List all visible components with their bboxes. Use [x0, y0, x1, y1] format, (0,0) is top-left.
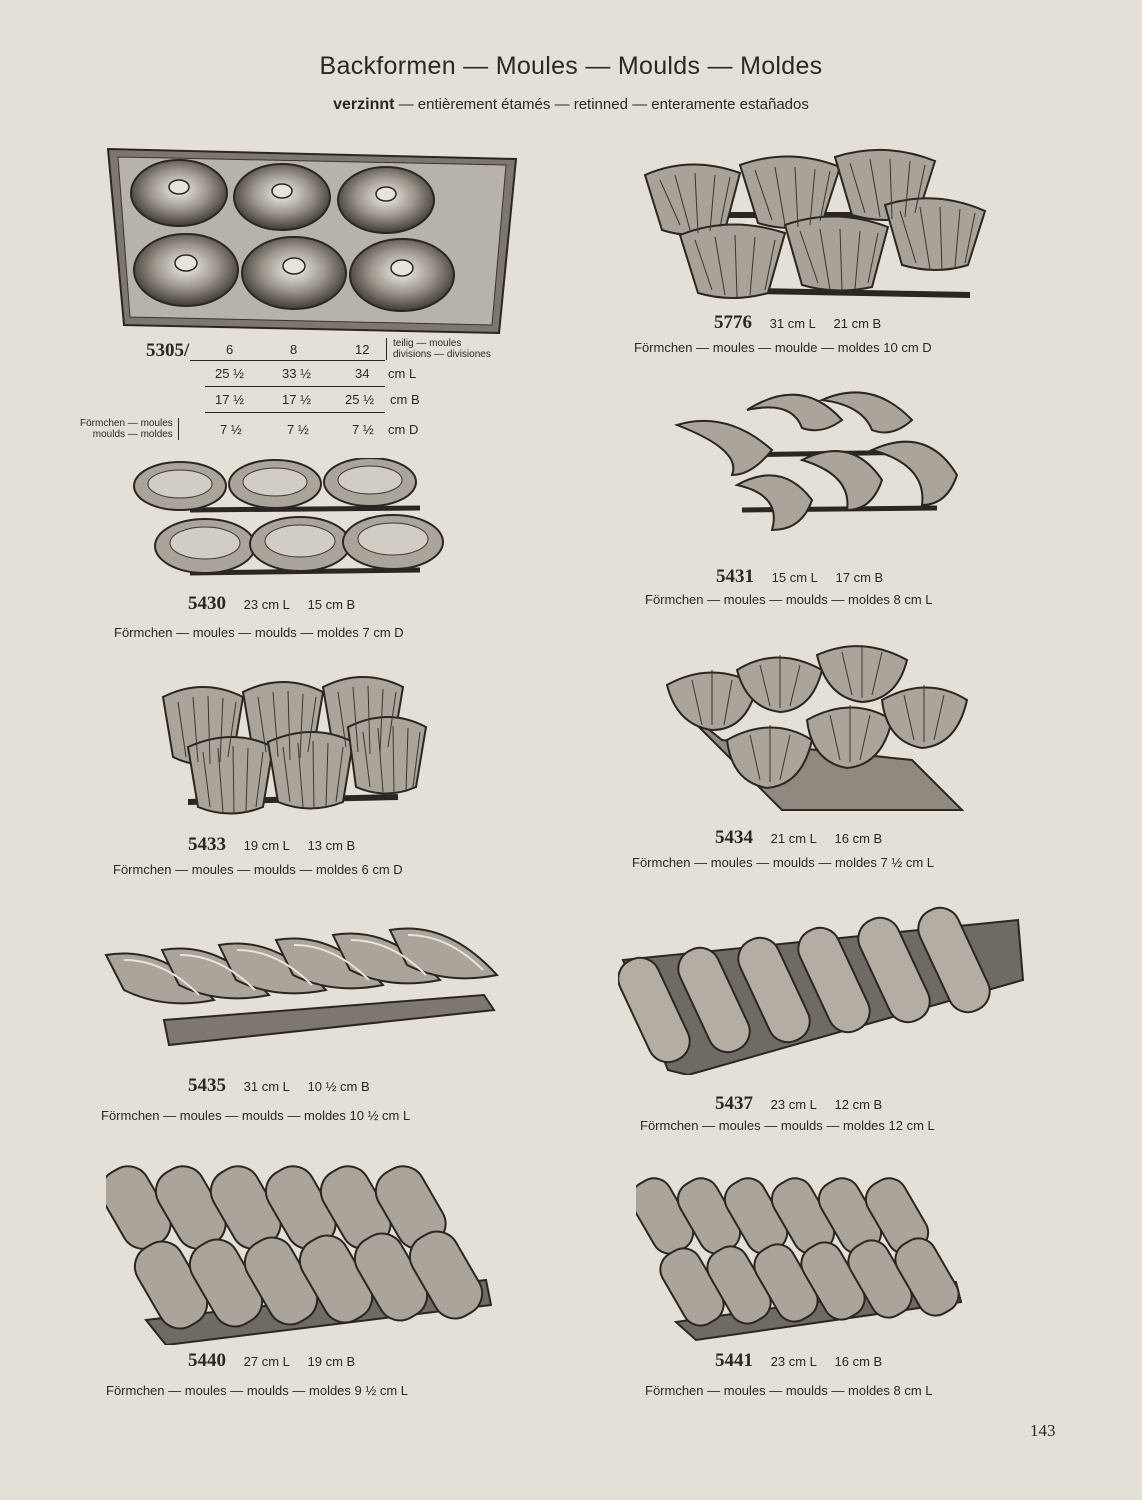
divisions-label — [386, 338, 491, 360]
illustration-5776 — [640, 145, 990, 305]
length-5441: 23 cm L — [770, 1354, 817, 1369]
spec-5433 — [188, 834, 369, 856]
product-number-5440: 5440 — [188, 1350, 226, 1371]
product-number-5441: 5441 — [715, 1350, 753, 1371]
product-number-5433: 5433 — [188, 834, 226, 855]
length-5434: 21 cm L — [770, 831, 817, 846]
diameter-row — [205, 418, 385, 440]
product-number-5431: 5431 — [716, 566, 754, 587]
diameter-12: 7 ½ — [352, 422, 374, 437]
length-5430: 23 cm L — [243, 597, 290, 612]
division-8: 8 — [290, 342, 298, 357]
width-8: 17 ½ — [282, 392, 311, 407]
desc-5431: Förmchen — moules — moulds — moldes 8 cm L — [645, 592, 933, 607]
spec-5776 — [714, 312, 895, 334]
length-8: 33 ½ — [282, 366, 311, 381]
width-12: 25 ½ — [345, 392, 374, 407]
desc-5437: Förmchen — moules — moulds — moldes 12 cm L — [640, 1118, 935, 1133]
row-label-line2: moulds — moldes — [92, 429, 173, 440]
width-5776: 21 cm B — [833, 316, 882, 331]
desc-5433: Förmchen — moules — moulds — moldes 6 cm D — [113, 862, 403, 877]
length-5431: 15 cm L — [771, 570, 818, 585]
division-6: 6 — [226, 342, 234, 357]
spec-5437 — [715, 1093, 896, 1115]
divisions-label-line1: teilig — moules — [393, 338, 462, 349]
spec-5430 — [188, 593, 369, 615]
width-row — [205, 390, 385, 413]
length-5435: 31 cm L — [243, 1079, 290, 1094]
width-5441: 16 cm B — [834, 1354, 883, 1369]
length-5776: 31 cm L — [769, 316, 816, 331]
illustration-5440 — [106, 1160, 496, 1345]
product-number-5305: 5305/ — [146, 340, 190, 361]
illustration-5431 — [672, 380, 972, 555]
product-number-5430: 5430 — [188, 593, 226, 614]
width-5433: 13 cm B — [307, 838, 356, 853]
length-5440: 27 cm L — [243, 1354, 290, 1369]
desc-5440: Förmchen — moules — moulds — moldes 9 ½ cm L — [106, 1383, 408, 1398]
subtitle-rest: — entièrement étamés — retinned — enteramente estañados — [394, 96, 809, 113]
length-unit: cm L — [388, 366, 417, 381]
diameter-unit: cm D — [388, 422, 419, 437]
width-5440: 19 cm B — [307, 1354, 356, 1369]
desc-5430: Förmchen — moules — moulds — moldes 7 cm D — [114, 625, 404, 640]
spec-5434 — [715, 827, 896, 849]
diameter-8: 7 ½ — [287, 422, 309, 437]
product-number-5435: 5435 — [188, 1075, 226, 1096]
spec-5440 — [188, 1350, 369, 1372]
desc-5435: Förmchen — moules — moulds — moldes 10 ½ cm L — [101, 1108, 411, 1123]
diameter-row-label — [80, 418, 179, 440]
width-unit: cm B — [390, 392, 420, 407]
illustration-5437 — [618, 905, 1028, 1075]
illustration-5441 — [636, 1172, 966, 1342]
spec-5435 — [188, 1075, 384, 1097]
page-number: 143 — [1030, 1421, 1056, 1440]
length-5437: 23 cm L — [770, 1097, 817, 1112]
illustration-5305 — [104, 145, 524, 335]
product-number-5776: 5776 — [714, 312, 752, 333]
illustration-5430 — [130, 458, 450, 583]
desc-5441: Förmchen — moules — moulds — moldes 8 cm L — [645, 1383, 933, 1398]
spec-5441 — [715, 1350, 896, 1372]
length-12: 34 — [355, 366, 370, 381]
illustration-5435 — [104, 925, 504, 1055]
page-title: Backformen — Moules — Moulds — Moldes — [319, 52, 823, 80]
divisions-label-line2: divisions — divisiones — [393, 349, 491, 360]
width-6: 17 ½ — [215, 392, 244, 407]
illustration-5433 — [158, 672, 428, 817]
subtitle-main: verzinnt — [333, 96, 395, 113]
row-label-line1: Förmchen — moules — [80, 418, 173, 429]
length-6: 25 ½ — [215, 366, 244, 381]
width-5437: 12 cm B — [834, 1097, 883, 1112]
illustration-5434 — [662, 640, 972, 820]
product-number-5434: 5434 — [715, 827, 753, 848]
division-12: 12 — [355, 342, 370, 357]
product-number-5437: 5437 — [715, 1093, 753, 1114]
diameter-6: 7 ½ — [220, 422, 242, 437]
page-subtitle — [0, 96, 1142, 114]
width-5434: 16 cm B — [834, 831, 883, 846]
width-5431: 17 cm B — [835, 570, 884, 585]
spec-5431 — [716, 566, 897, 588]
divisions-row — [190, 340, 385, 361]
length-row — [205, 364, 385, 387]
desc-5434: Förmchen — moules — moulds — moldes 7 ½ cm L — [632, 855, 934, 870]
width-5430: 15 cm B — [307, 597, 356, 612]
width-5435: 10 ½ cm B — [307, 1079, 370, 1094]
length-5433: 19 cm L — [243, 838, 290, 853]
desc-5776: Förmchen — moules — moulde — moldes 10 cm D — [634, 340, 932, 355]
